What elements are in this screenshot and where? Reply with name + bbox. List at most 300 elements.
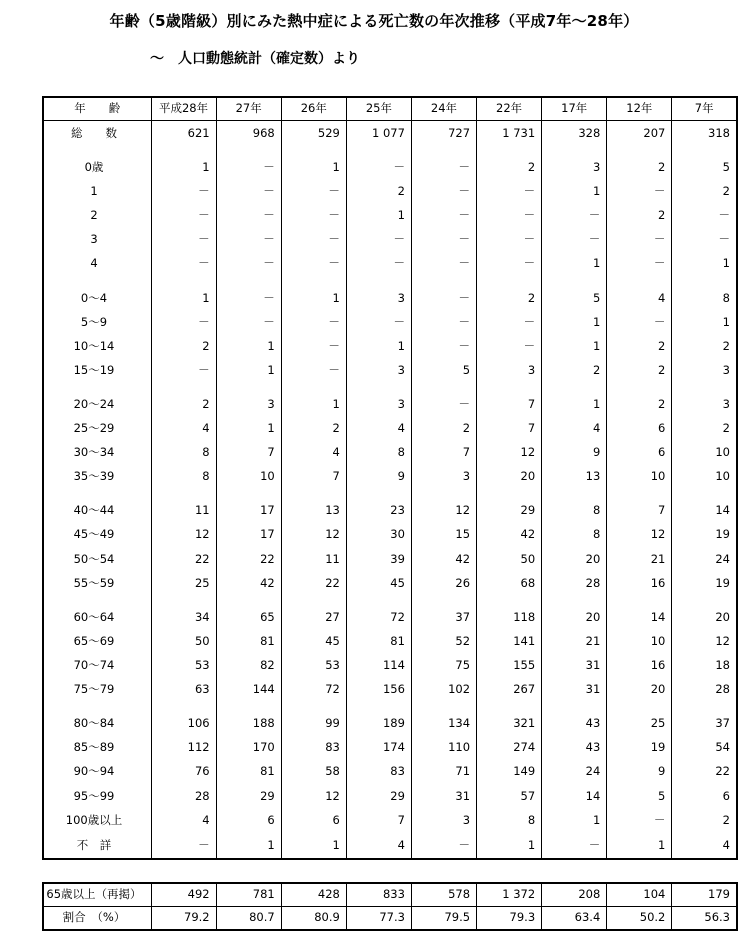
year-column-header: 27年	[216, 97, 281, 121]
table-cell: －	[411, 334, 476, 358]
table-cell: 23	[346, 499, 411, 523]
table-row	[43, 441, 737, 465]
table-cell: 50	[151, 630, 216, 654]
table-cell: 318	[708, 125, 730, 140]
table-cell: 12	[281, 523, 346, 547]
table-cell: 81	[216, 630, 281, 654]
table-cell: 134	[411, 712, 476, 736]
page-title: 年齢（5歳階級）別にみた熱中症による死亡数の年次推移（平成7年～28年）	[109, 12, 639, 30]
table-cell: －	[216, 156, 281, 180]
table-cell: 19	[607, 736, 672, 760]
year-column-header: 17年	[542, 97, 607, 121]
table-row	[43, 393, 737, 417]
table-cell: －	[607, 180, 672, 204]
table-cell: 8	[151, 465, 216, 489]
table-cell: 2	[607, 393, 672, 417]
row-label: 65歳以上（再掲）	[46, 887, 142, 902]
table-cell: 45	[281, 630, 346, 654]
table-cell: －	[411, 180, 476, 204]
table-cell: 10	[715, 469, 730, 484]
table-cell: 79.2	[151, 907, 216, 931]
table-cell: 65	[216, 606, 281, 630]
table-cell: 10	[607, 465, 672, 489]
table-cell: 22	[715, 764, 730, 779]
table-cell: 81	[346, 630, 411, 654]
table-row	[43, 606, 737, 630]
table-cell: 8	[477, 808, 542, 832]
table-cell: 29	[216, 784, 281, 808]
table-cell: 1 731	[477, 121, 542, 146]
table-row	[43, 204, 737, 228]
table-cell: 25	[607, 712, 672, 736]
table-cell: 1	[281, 286, 346, 310]
table-cell: 16	[607, 571, 672, 595]
table-cell: 1	[281, 156, 346, 180]
table-cell: 7	[346, 808, 411, 832]
table-cell: 1	[346, 334, 411, 358]
table-cell: 29	[477, 499, 542, 523]
row-label: 60～64	[73, 609, 115, 624]
table-cell: －	[281, 359, 346, 383]
table-cell: 22	[281, 571, 346, 595]
table-cell: 2	[542, 359, 607, 383]
table-cell: 3	[722, 396, 730, 411]
table-cell: －	[151, 180, 216, 204]
table-row	[43, 180, 737, 204]
summary-row	[43, 883, 737, 907]
table-cell: －	[151, 252, 216, 276]
table-cell: 22	[216, 547, 281, 571]
table-row	[43, 547, 737, 571]
table-cell: 6	[607, 417, 672, 441]
table-cell: －	[281, 310, 346, 334]
table-cell: 7	[477, 417, 542, 441]
table-row	[43, 833, 737, 860]
table-cell: 968	[216, 121, 281, 146]
table-cell: －	[151, 833, 216, 860]
table-cell: 83	[346, 760, 411, 784]
table-cell: 2	[722, 184, 730, 199]
year-column-header: 24年	[411, 97, 476, 121]
table-cell: 4	[607, 286, 672, 310]
table-cell: －	[607, 310, 672, 334]
row-label: 30～34	[73, 445, 115, 460]
table-cell: 328	[542, 121, 607, 146]
table-cell: 29	[346, 784, 411, 808]
table-cell: 19	[715, 575, 730, 590]
page-subtitle: ～ 人口動態統計（確定数）より	[150, 51, 360, 67]
table-cell: 31	[411, 784, 476, 808]
table-cell: －	[281, 228, 346, 252]
table-cell: 3	[346, 286, 411, 310]
table-cell: －	[411, 286, 476, 310]
table-cell: 10	[715, 445, 730, 460]
table-cell: 15	[411, 523, 476, 547]
table-cell: 75	[411, 654, 476, 678]
table-cell: －	[281, 204, 346, 228]
table-cell: 149	[477, 760, 542, 784]
table-row	[43, 359, 737, 383]
table-cell: 14	[542, 784, 607, 808]
table-cell: 54	[715, 740, 730, 755]
table-cell: 267	[477, 678, 542, 702]
table-cell: 3	[542, 156, 607, 180]
table-row	[43, 417, 737, 441]
table-cell: －	[411, 156, 476, 180]
table-cell: 156	[346, 678, 411, 702]
table-cell: 18	[715, 658, 730, 673]
table-cell: 12	[715, 633, 730, 648]
table-cell: 1	[477, 833, 542, 860]
table-cell: 5	[411, 359, 476, 383]
row-label: 1	[90, 184, 98, 199]
table-cell: －	[477, 228, 542, 252]
table-cell: 25	[151, 571, 216, 595]
table-cell: 1	[542, 334, 607, 358]
table-cell: 6	[722, 788, 730, 803]
table-cell: 2	[346, 180, 411, 204]
table-cell: 20	[715, 609, 730, 624]
table-cell: 2	[722, 338, 730, 353]
table-cell: 155	[477, 654, 542, 678]
table-cell: 80.7	[216, 907, 281, 931]
table-cell: 14	[715, 503, 730, 518]
table-cell: 4	[722, 837, 730, 852]
table-cell: 781	[216, 883, 281, 907]
table-cell: 81	[216, 760, 281, 784]
table-cell: 76	[151, 760, 216, 784]
table-cell: 1	[281, 393, 346, 417]
table-cell: 9	[346, 465, 411, 489]
table-cell: 1	[216, 334, 281, 358]
table-row	[43, 310, 737, 334]
row-label: 25～29	[73, 421, 115, 436]
table-cell: 43	[542, 712, 607, 736]
table-row	[43, 499, 737, 523]
table-cell: －	[216, 204, 281, 228]
table-cell: －	[281, 252, 346, 276]
table-cell: －	[607, 228, 672, 252]
table-cell: 7	[477, 393, 542, 417]
row-label: 20～24	[73, 396, 115, 411]
table-cell: 6	[216, 808, 281, 832]
table-cell: 8	[151, 441, 216, 465]
table-cell: －	[542, 204, 607, 228]
group-spacer	[43, 489, 737, 499]
table-cell: 50.2	[607, 907, 672, 931]
age-column-header: 年 齢	[43, 97, 151, 121]
table-cell: 102	[411, 678, 476, 702]
group-spacer	[43, 596, 737, 606]
table-cell: 28	[151, 784, 216, 808]
table-cell: 11	[281, 547, 346, 571]
table-cell: 3	[346, 393, 411, 417]
table-cell: 207	[607, 121, 672, 146]
table-cell: －	[411, 833, 476, 860]
table-cell: 321	[477, 712, 542, 736]
table-cell: 12	[151, 523, 216, 547]
table-cell: －	[216, 286, 281, 310]
table-cell: 188	[216, 712, 281, 736]
table-cell: 118	[477, 606, 542, 630]
table-cell: 4	[151, 808, 216, 832]
table-cell: 37	[411, 606, 476, 630]
table-cell: 21	[607, 547, 672, 571]
row-label: 45～49	[73, 527, 115, 542]
table-cell: 19	[715, 527, 730, 542]
table-cell: 58	[281, 760, 346, 784]
table-cell: 11	[151, 499, 216, 523]
row-label: 0歳	[84, 159, 104, 174]
table-row	[43, 286, 737, 310]
year-column-header: 12年	[607, 97, 672, 121]
table-cell: 72	[281, 678, 346, 702]
table-cell: 2	[151, 334, 216, 358]
table-cell: －	[216, 310, 281, 334]
table-cell: －	[346, 252, 411, 276]
year-column-header: 25年	[346, 97, 411, 121]
table-cell: 3	[216, 393, 281, 417]
table-cell: 7	[411, 441, 476, 465]
table-cell: 34	[151, 606, 216, 630]
table-cell: 28	[715, 682, 730, 697]
table-cell: 42	[477, 523, 542, 547]
table-cell: －	[411, 393, 476, 417]
table-cell: 1	[216, 359, 281, 383]
table-cell: 174	[346, 736, 411, 760]
group-spacer	[43, 702, 737, 712]
table-cell: 53	[281, 654, 346, 678]
table-cell: 5	[542, 286, 607, 310]
table-cell: 6	[281, 808, 346, 832]
table-cell: 21	[542, 630, 607, 654]
table-cell: 727	[411, 121, 476, 146]
table-cell: －	[151, 228, 216, 252]
table-cell: 83	[281, 736, 346, 760]
row-label: 35～39	[73, 469, 115, 484]
table-cell: －	[718, 208, 730, 223]
table-cell: 1	[281, 833, 346, 860]
table-row	[43, 156, 737, 180]
table-cell: 12	[281, 784, 346, 808]
table-cell: 112	[151, 736, 216, 760]
table-cell: 2	[477, 286, 542, 310]
table-cell: －	[346, 228, 411, 252]
row-label: 40～44	[73, 503, 115, 518]
table-cell: 6	[607, 441, 672, 465]
table-cell: 20	[542, 547, 607, 571]
table-row	[43, 334, 737, 358]
table-cell: －	[216, 252, 281, 276]
table-cell: 7	[607, 499, 672, 523]
table-cell: 274	[477, 736, 542, 760]
table-cell: 79.3	[477, 907, 542, 931]
row-label: 5～9	[80, 314, 108, 329]
table-cell: 43	[542, 736, 607, 760]
table-cell: 10	[216, 465, 281, 489]
table-row	[43, 630, 737, 654]
table-cell: 8	[542, 499, 607, 523]
table-cell: 14	[607, 606, 672, 630]
table-cell: －	[151, 359, 216, 383]
table-cell: 1	[151, 286, 216, 310]
table-row	[43, 654, 737, 678]
year-column-header: 平成28年	[151, 97, 216, 121]
table-cell: －	[542, 228, 607, 252]
row-label: 0～4	[80, 290, 108, 305]
table-cell: 82	[216, 654, 281, 678]
table-cell: 2	[151, 393, 216, 417]
table-cell: 31	[542, 678, 607, 702]
table-cell: 57	[477, 784, 542, 808]
summary-row	[43, 907, 737, 931]
table-cell: 99	[281, 712, 346, 736]
table-cell: －	[607, 808, 672, 832]
table-cell: 5	[607, 784, 672, 808]
table-cell: 2	[607, 156, 672, 180]
table-cell: －	[346, 156, 411, 180]
table-cell: －	[411, 228, 476, 252]
table-row	[43, 808, 737, 832]
table-cell: 2	[281, 417, 346, 441]
table-cell: 3	[411, 465, 476, 489]
row-label: 4	[90, 256, 98, 271]
row-label: 15～19	[73, 362, 115, 377]
table-cell: 144	[216, 678, 281, 702]
table-cell: 2	[607, 359, 672, 383]
row-label: 50～54	[73, 551, 115, 566]
table-cell: 8	[722, 290, 730, 305]
table-cell: 141	[477, 630, 542, 654]
table-cell: 28	[542, 571, 607, 595]
table-cell: 4	[281, 441, 346, 465]
table-cell: 13	[281, 499, 346, 523]
table-cell: －	[151, 204, 216, 228]
table-cell: －	[542, 833, 607, 860]
table-cell: 428	[281, 883, 346, 907]
table-cell: 1	[542, 252, 607, 276]
table-cell: 77.3	[346, 907, 411, 931]
table-cell: 2	[411, 417, 476, 441]
table-cell: 50	[477, 547, 542, 571]
table-cell: －	[477, 252, 542, 276]
table-row	[43, 760, 737, 784]
table-cell: －	[411, 252, 476, 276]
table-cell: 56.3	[704, 910, 730, 925]
table-cell: 208	[542, 883, 607, 907]
row-label: 70～74	[73, 658, 115, 673]
table-row	[43, 465, 737, 489]
table-cell: 2	[722, 812, 730, 827]
table-cell: 42	[216, 571, 281, 595]
table-cell: －	[477, 310, 542, 334]
table-cell: －	[151, 310, 216, 334]
table-cell: 71	[411, 760, 476, 784]
row-label: 2	[90, 208, 98, 223]
table-cell: 9	[607, 760, 672, 784]
table-cell: 104	[607, 883, 672, 907]
table-cell: 4	[542, 417, 607, 441]
table-cell: 20	[477, 465, 542, 489]
group-spacer	[43, 146, 737, 156]
row-label: 3	[90, 232, 98, 247]
table-cell: 26	[411, 571, 476, 595]
table-cell: 68	[477, 571, 542, 595]
table-cell: 31	[542, 654, 607, 678]
table-row	[43, 712, 737, 736]
table-cell: 12	[411, 499, 476, 523]
table-cell: 1	[216, 833, 281, 860]
row-label: 75～79	[73, 682, 115, 697]
table-cell: －	[216, 180, 281, 204]
table-cell: 12	[607, 523, 672, 547]
table-cell: 1	[542, 393, 607, 417]
year-column-header: 7年	[672, 97, 737, 121]
table-cell: 22	[151, 547, 216, 571]
table-cell: 24	[542, 760, 607, 784]
table-cell: －	[477, 180, 542, 204]
table-cell: 8	[346, 441, 411, 465]
table-cell: 30	[346, 523, 411, 547]
table-cell: 8	[542, 523, 607, 547]
table-cell: 72	[346, 606, 411, 630]
table-cell: 2	[607, 334, 672, 358]
table-cell: －	[477, 334, 542, 358]
row-label: 不 詳	[76, 837, 112, 852]
table-row	[43, 736, 737, 760]
table-cell: 7	[216, 441, 281, 465]
table-cell: 1	[542, 808, 607, 832]
table-cell: 179	[672, 883, 737, 907]
table-cell: 17	[216, 523, 281, 547]
table-cell: 2	[477, 156, 542, 180]
table-cell: 106	[151, 712, 216, 736]
table-cell: 17	[216, 499, 281, 523]
table-cell: 1	[722, 314, 730, 329]
total-row	[43, 121, 737, 146]
table-cell: －	[346, 310, 411, 334]
group-spacer	[43, 383, 737, 393]
table-cell: 4	[346, 833, 411, 860]
year-column-header: 26年	[281, 97, 346, 121]
table-cell: 45	[346, 571, 411, 595]
table-cell: 4	[151, 417, 216, 441]
table-cell: 3	[722, 362, 730, 377]
table-row	[43, 252, 737, 276]
table-cell: 2	[607, 204, 672, 228]
table-cell: －	[411, 204, 476, 228]
table-cell: 1	[346, 204, 411, 228]
table-cell: 42	[411, 547, 476, 571]
table-cell: 27	[281, 606, 346, 630]
table-cell: －	[281, 180, 346, 204]
row-label: 90～94	[73, 764, 115, 779]
table-cell: 12	[477, 441, 542, 465]
table-cell: －	[216, 228, 281, 252]
table-cell: 3	[346, 359, 411, 383]
table-cell: 52	[411, 630, 476, 654]
table-cell: 24	[715, 551, 730, 566]
table-header-row	[43, 97, 737, 121]
table-cell: 170	[216, 736, 281, 760]
table-cell: 1 372	[477, 883, 542, 907]
table-cell: 833	[346, 883, 411, 907]
table-cell: －	[477, 204, 542, 228]
table-row	[43, 571, 737, 595]
table-row	[43, 678, 737, 702]
table-cell: 1	[542, 310, 607, 334]
table-cell: 529	[281, 121, 346, 146]
